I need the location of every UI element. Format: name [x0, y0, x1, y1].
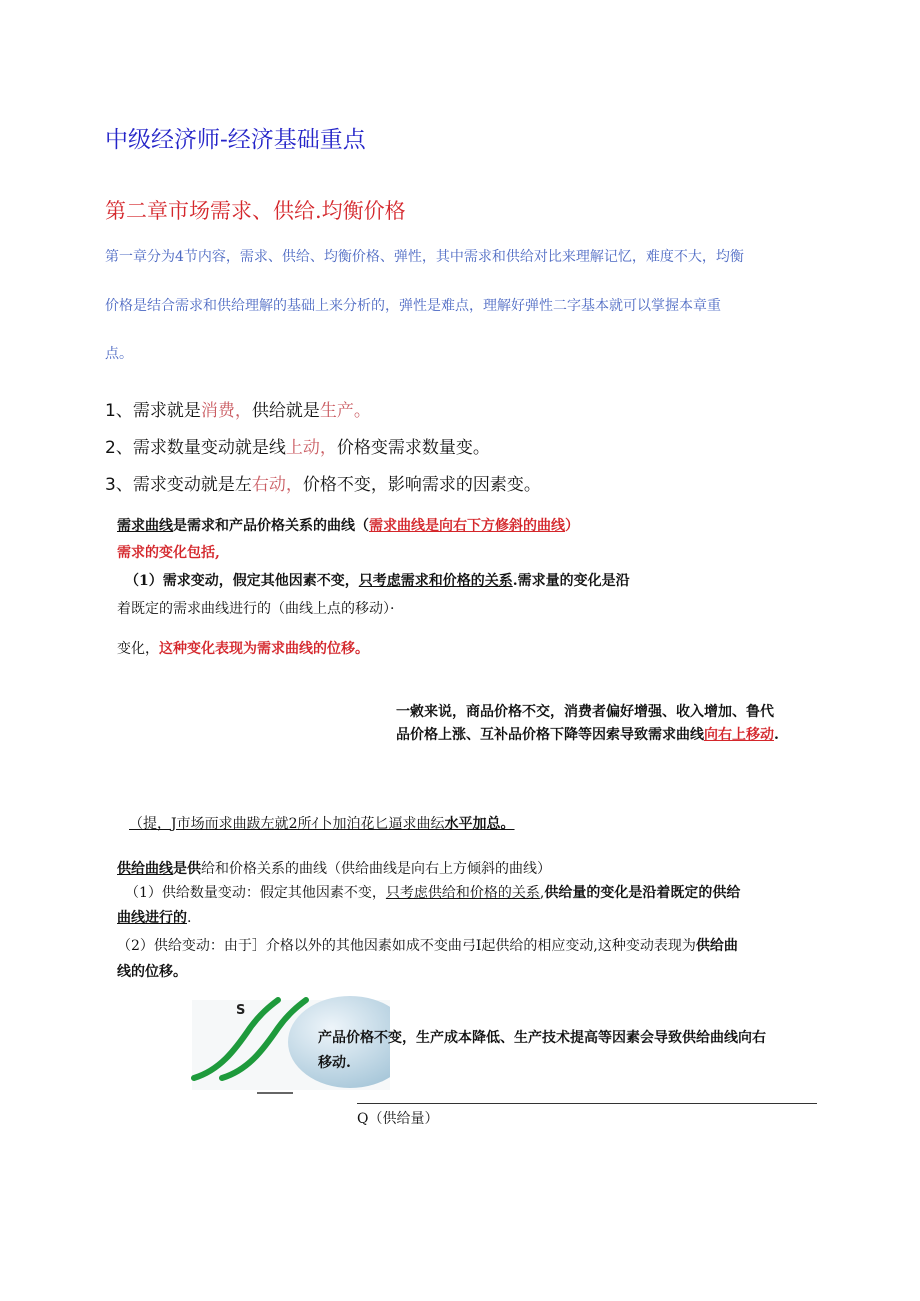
supply-item-1-line-2-b: . — [187, 910, 192, 926]
demand-item-1 — [125, 570, 630, 590]
supply-item-1-a: （1）供给数量变动：假定其他因素不变， — [125, 885, 386, 901]
supply-curve-definition — [117, 858, 551, 878]
supply-item-2 — [117, 935, 738, 955]
point-1-highlight-2: 生产。 — [319, 401, 371, 421]
demand-curve-def-text: 是需求和产品价格关系的曲线（ — [173, 518, 369, 534]
intro-line-2: 价格是结合需求和供给理解的基础上来分析的，弹性是难点，理解好弹性二字基本就可以掌握本章重 — [105, 298, 721, 314]
demand-horizontal-sum-note — [129, 813, 515, 833]
supply-figure-note-line-2: 移动. — [318, 1055, 351, 1071]
supply-item-1 — [125, 882, 740, 902]
demand-item-1-a: （1）需求变动，假定其他因素不变， — [125, 573, 359, 589]
supply-curve-term: 供给曲线 — [117, 861, 173, 877]
demand-note-line-2-a: 品价格上涨、互补品价格下降等因索导致需求曲线 — [396, 727, 704, 743]
supply-curve-def-b: 是供 — [173, 861, 201, 877]
point-3-prefix: 3、需求变动就是左 — [105, 475, 252, 495]
demand-item-1-line-2: 着既定的需求曲线进行的（曲线上点的移动）· — [117, 601, 395, 617]
demand-item-2 — [117, 638, 369, 658]
demand-curve-slope-note: 需求曲线是向右下方修斜的曲线 — [369, 518, 565, 534]
supply-curve-def-c: 给和价格关系的曲线（供给曲线是向右上方倾斜的曲线） — [201, 861, 551, 877]
point-1-mid: 供给就是 — [251, 401, 320, 421]
demand-note-highlight: 向右上移动 — [704, 727, 774, 743]
demand-item-1-c: .需求量的变化是沿 — [512, 573, 630, 589]
demand-curve-definition — [117, 515, 579, 535]
supply-item-2-a: （2）供给变动：由于］介格以外的其他因素如成不变曲弓Ⅰ起供给的相应变动,这种变动表现为 — [117, 938, 696, 954]
demand-item-1-b: 只考虑需求和价格的关系 — [358, 573, 513, 589]
chapter-title: 第二章市场需求、供给.均衡价格 — [105, 199, 406, 223]
demand-sum-b: J市场而求曲跋左就2所ｲ卜加泊花匕逼求曲纭 — [171, 816, 445, 832]
demand-item-2-b: 这种变化表现为需求曲线的位移。 — [159, 641, 369, 657]
point-1 — [105, 396, 371, 421]
demand-note-line-2-c: . — [774, 727, 779, 743]
demand-item-2-a: 变化， — [117, 641, 159, 657]
figure-axis-fragment — [257, 1092, 293, 1094]
demand-curve-term: 需求曲线 — [117, 518, 173, 534]
point-2-mid: 价格变需求数量变。 — [336, 438, 490, 458]
demand-curve-close-paren: ） — [565, 518, 579, 534]
point-2-prefix: 2、需求数量变动就是线 — [105, 438, 286, 458]
supply-figure-note-line-1: 产品价格不变，生产成本降低、生产技术提高等因素会导致供给曲线向右 — [318, 1030, 766, 1046]
point-3-mid: 价格不变，影响需求的因素变。 — [302, 475, 541, 495]
demand-sum-c: 水平加总。 — [444, 816, 515, 832]
demand-note-line-1: 一敹来说，商品价格不交，消费者偏好增强、收入增加、鲁代 — [396, 704, 774, 720]
point-1-prefix: 1、需求就是 — [105, 401, 201, 421]
supply-curve-label: S — [236, 1003, 246, 1018]
point-3 — [105, 470, 541, 495]
demand-changes-title: 需求的变化包括, — [117, 545, 220, 561]
supply-item-2-b: 供给曲 — [695, 938, 738, 954]
quantity-axis-line — [357, 1103, 817, 1104]
intro-line-3: 点。 — [105, 346, 133, 362]
intro-line-1: 第一章分为4节内容，需求、供给、均衡价格、弹性，其中需求和供给对比来理解记忆，难度不大，均衡 — [105, 249, 744, 265]
point-1-highlight-1: 消费， — [200, 401, 252, 421]
page-title: 中级经济师-经济基础重点 — [105, 127, 366, 153]
supply-item-1-c: , — [539, 885, 545, 901]
quantity-axis-label: Q（供给量） — [357, 1111, 439, 1127]
supply-item-1-b: 只考虑供给和价格的关系 — [385, 885, 540, 901]
demand-sum-a: （提， — [129, 816, 171, 832]
supply-item-1-d: 供给量的变化是沿着既定的供给 — [544, 885, 741, 901]
point-2-highlight: 上动， — [285, 438, 337, 458]
supply-item-2-line-2: 线的位移。 — [117, 964, 187, 980]
demand-note-line-2 — [396, 724, 779, 744]
supply-item-1-line-2 — [117, 907, 191, 927]
supply-item-1-line-2-a: 曲线进行的 — [117, 910, 187, 926]
point-3-highlight: 右动， — [251, 475, 303, 495]
point-2 — [105, 433, 490, 458]
